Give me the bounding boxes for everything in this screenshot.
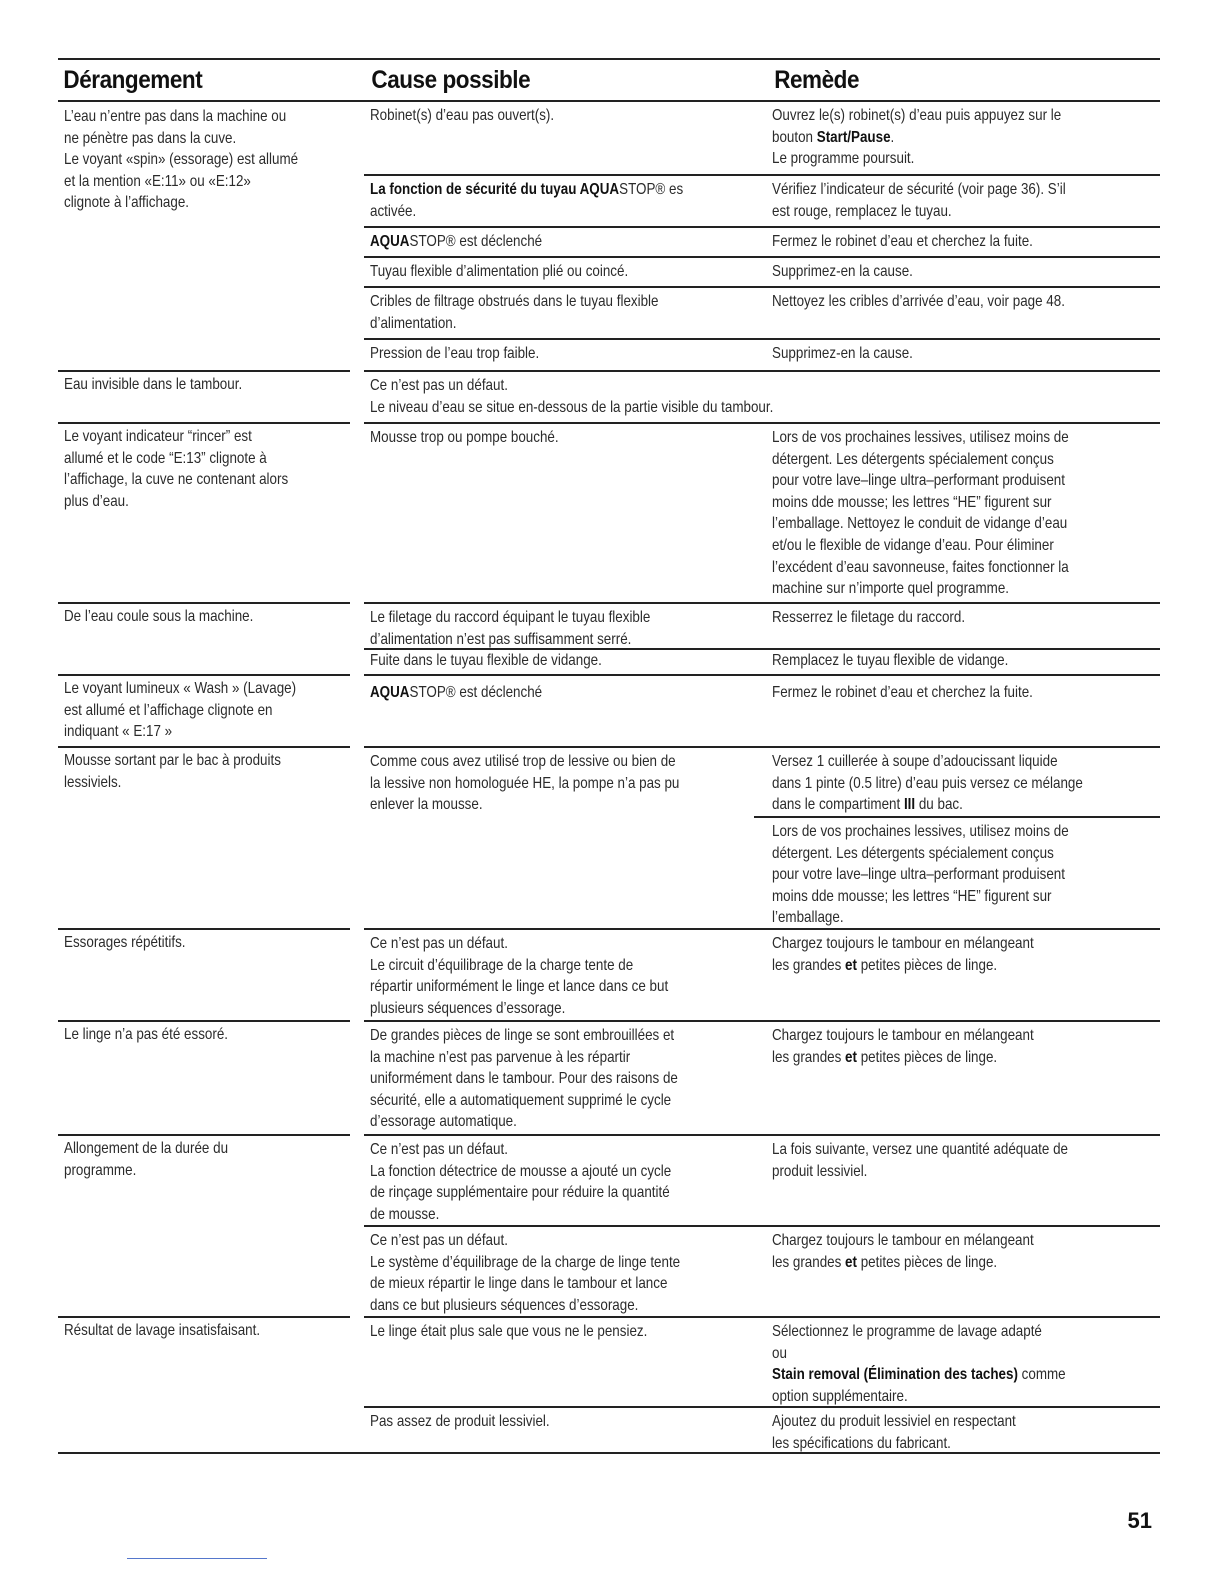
cause-text: Tuyau flexible d’alimentation plié ou coincé.: [370, 263, 629, 280]
problem-text: Allongement de la durée du programme.: [64, 1140, 229, 1179]
cause-text: De grandes pièces de linge se sont embrouillées et la machine n’est pas parvenue à les répartir uniformément dans le tambour. Pour des raisons de sécurité, elle a automatiquement supprimé le cycle d’essorage automatique.: [370, 1027, 678, 1131]
problem-text: Eau invisible dans le tambour.: [64, 376, 243, 393]
cause-text: Le linge était plus sale que vous ne le pensiez.: [370, 1323, 648, 1340]
cause-text: Cribles de filtrage obstrués dans le tuyau flexible d’alimentation.: [370, 293, 659, 332]
cause-text: Fuite dans le tuyau flexible de vidange.: [370, 652, 602, 669]
table-row: [58, 370, 1160, 422]
remedy-text: Resserrez le filetage du raccord.: [772, 609, 966, 626]
table-row: [58, 928, 1160, 1020]
table-row: [58, 1020, 1160, 1134]
problem-text: Résultat de lavage insatisfaisant.: [64, 1322, 261, 1339]
remedy-text: Vérifiez l’indicateur de sécurité (voir page 36). S’il est rouge, remplacez le tuyau.: [772, 181, 1066, 220]
table-header: [58, 58, 1160, 102]
cause-text: Pas assez de produit lessiviel.: [370, 1413, 550, 1430]
cause-text: Mousse trop ou pompe bouché.: [370, 429, 559, 446]
remedy-text: Nettoyez les cribles d’arrivée d’eau, voir page 48.: [772, 293, 1065, 310]
remedy-text: Supprimez-en la cause.: [772, 263, 913, 280]
problem-text: Essorages répétitifs.: [64, 934, 186, 951]
table-row: [58, 1134, 1160, 1316]
cause-text: Robinet(s) d’eau pas ouvert(s).: [370, 107, 555, 124]
remedy-text: Remplacez le tuyau flexible de vidange.: [772, 652, 1009, 669]
cause-text: La fonction de sécurité du tuyau AQUASTOP® es activée.: [370, 181, 684, 220]
problem-text: De l’eau coule sous la machine.: [64, 608, 254, 625]
cause-text: Pression de l’eau trop faible.: [370, 345, 540, 362]
page-number: 51: [1127, 1508, 1152, 1533]
cause-text: AQUASTOP® est déclenché: [370, 684, 543, 701]
table-row: [58, 602, 1160, 674]
problem-text: L’eau n’entre pas dans la machine ou ne pénètre pas dans la cuve. Le voyant «spin» (essorage) est allumé et la mention «E:11» ou «E:12» clignote à l’affichage.: [64, 108, 299, 212]
table-row: [58, 102, 1160, 370]
header-cause: Cause possible: [371, 65, 531, 94]
problem-text: Mousse sortant par le bac à produits lessiviels.: [64, 752, 281, 791]
remedy-text: Lors de vos prochaines lessives, utilisez moins de détergent. Les détergents spécialement conçus pour votre lave–linge ultra–performant produisent moins dde mousse; les lettres “HE” figurent sur l’emballage. Nettoyez le conduit de vidange d’eau et/ou le flexible de vidange d’eau. Pour éliminer l’excédent d’eau savonneuse, faites fonctionner la machine sur n’importe quel programme.: [772, 429, 1069, 598]
cause-text: AQUASTOP® est déclenché: [370, 233, 543, 250]
remedy-text: Fermez le robinet d’eau et cherchez la fuite.: [772, 233, 1033, 250]
remedy-text: Supprimez-en la cause.: [772, 345, 913, 362]
table-row: [58, 1316, 1160, 1452]
remedy-text: Lors de vos prochaines lessives, utilisez moins de détergent. Les détergents spécialement conçus pour votre lave–linge ultra–performant produisent moins dde mousse; les lettres “HE” figurent sur l’emballage.: [772, 823, 1069, 927]
table-row: [58, 746, 1160, 928]
remedy-text: Chargez toujours le tambour en mélangeant les grandes et petites pièces de linge.: [772, 935, 1034, 974]
cause-text: Ce n’est pas un défaut. La fonction détectrice de mousse a ajouté un cycle de rinçage supplémentaire pour réduire la quantité de mousse.: [370, 1141, 672, 1223]
remedy-text: Chargez toujours le tambour en mélangeant les grandes et petites pièces de linge.: [772, 1027, 1034, 1066]
cause-text: Le filetage du raccord équipant le tuyau flexible d’alimentation n’est pas suffisamment serré.: [370, 609, 651, 648]
header-derangement: Dérangement: [63, 65, 203, 94]
problem-text: Le linge n’a pas été essoré.: [64, 1026, 229, 1043]
remedy-text: Fermez le robinet d’eau et cherchez la fuite.: [772, 684, 1033, 701]
remedy-text: Sélectionnez le programme de lavage adapté ou Stain removal (Élimination des taches) comme option supplémentaire.: [772, 1323, 1066, 1405]
problem-text: Le voyant indicateur “rincer” est allumé et le code “E:13” clignote à l’affichage, la cuve ne contenant alors plus d’eau.: [64, 428, 289, 510]
footer-divider: [127, 1558, 267, 1559]
header-remede: Remède: [774, 65, 860, 94]
remedy-text: Ouvrez le(s) robinet(s) d’eau puis appuyez sur le bouton Start/Pause. Le programme poursuit.: [772, 107, 1062, 168]
remedy-text: Versez 1 cuillerée à soupe d’adoucissant liquide dans 1 pinte (0.5 litre) d’eau puis versez ce mélange dans le compartiment III du bac.: [772, 753, 1083, 814]
cause-text: Ce n’est pas un défaut. Le circuit d’équilibrage de la charge tente de répartir uniformément le linge et lance dans ce but plusieurs séquences d’essorage.: [370, 935, 669, 1017]
problem-text: Le voyant lumineux « Wash » (Lavage) est allumé et l’affichage clignote en indiquant « E:17 »: [64, 680, 297, 741]
troubleshooting-table: [58, 58, 1160, 1454]
remedy-text: Chargez toujours le tambour en mélangeant les grandes et petites pièces de linge.: [772, 1232, 1034, 1271]
table-row: [58, 422, 1160, 602]
remedy-text: Ajoutez du produit lessiviel en respectant les spécifications du fabricant.: [772, 1413, 1016, 1452]
cause-text: Ce n’est pas un défaut. Le niveau d’eau se situe en-dessous de la partie visible du tambour.: [370, 377, 774, 416]
cause-text: Comme cous avez utilisé trop de lessive ou bien de la lessive non homologuée HE, la pompe n’a pas pu enlever la mousse.: [370, 753, 680, 814]
remedy-text: La fois suivante, versez une quantité adéquate de produit lessiviel.: [772, 1141, 1069, 1180]
cause-text: Ce n’est pas un défaut. Le système d’équilibrage de la charge de linge tente de mieux répartir le linge dans le tambour et lance dans ce but plusieurs séquences d’essorage.: [370, 1232, 681, 1314]
table-row: [58, 674, 1160, 746]
